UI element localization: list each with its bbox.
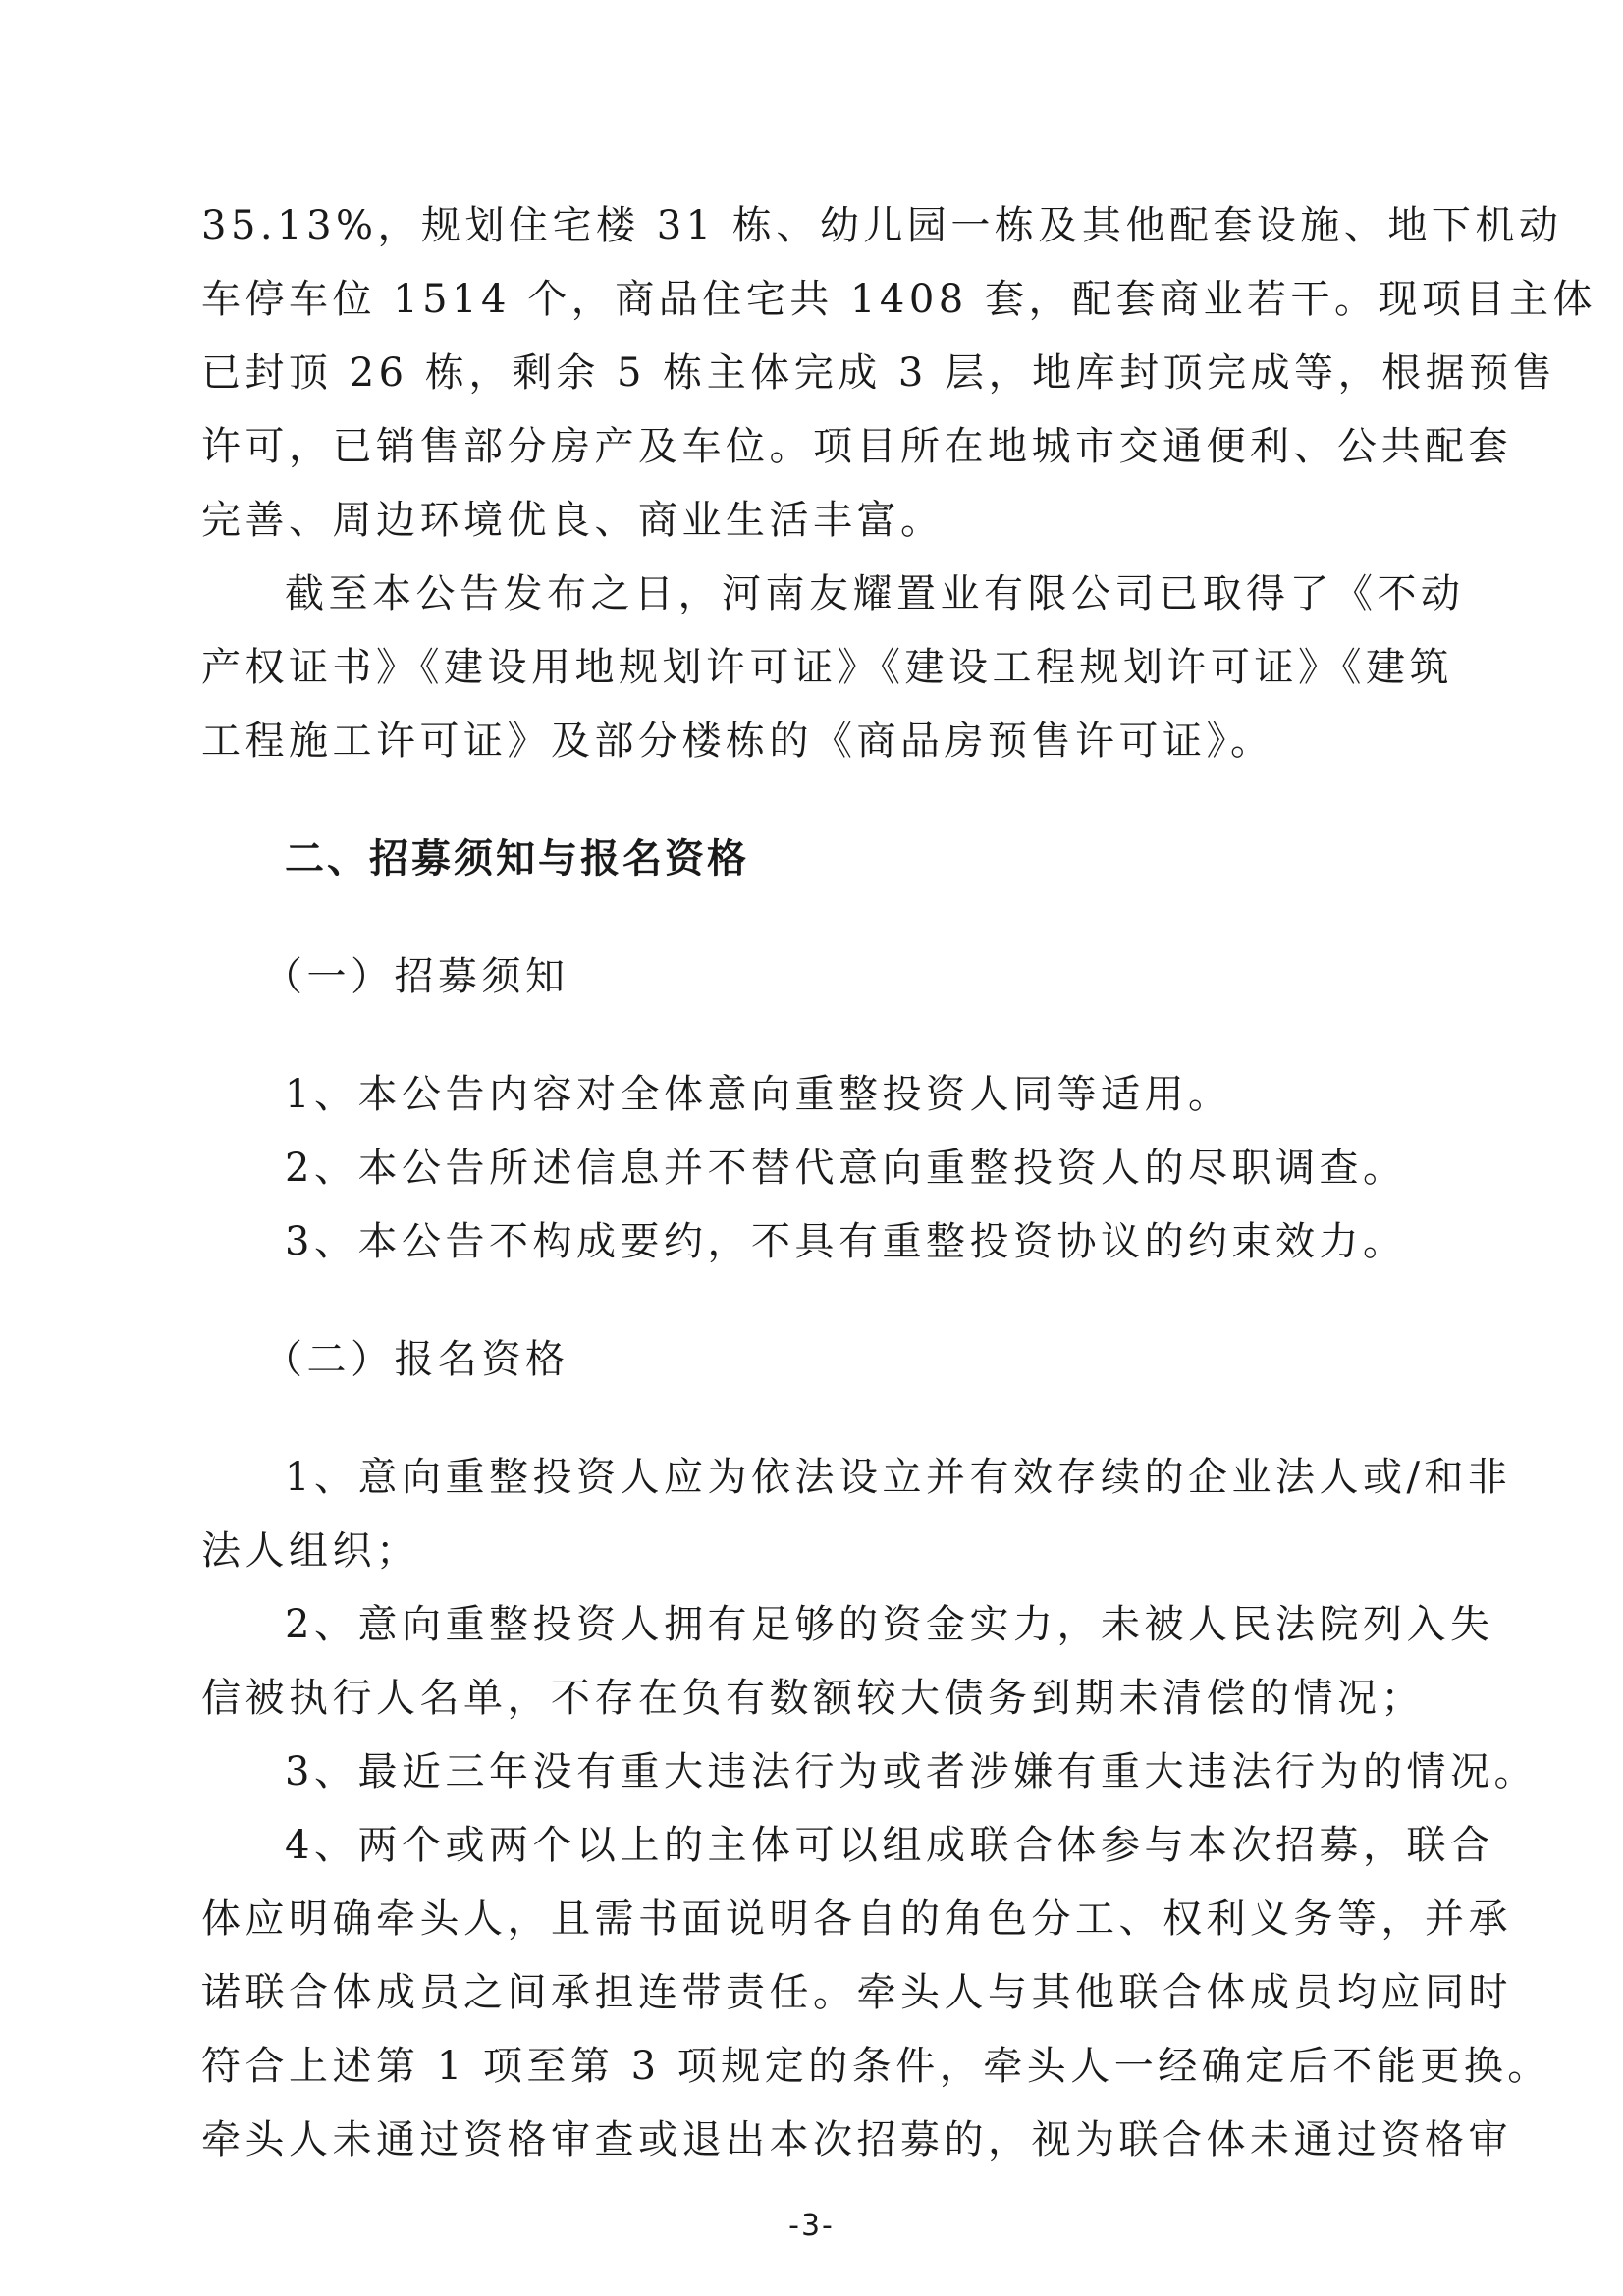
qualification-4-line-5: 牵头人未通过资格审查或退出本次招募的，视为联合体未通过资格审 — [201, 2117, 1512, 2163]
intro-line-1: 35.13%，规划住宅楼 31 栋、幼儿园一栋及其他配套设施、地下机动 — [201, 203, 1563, 248]
qualification-3-line-1: 3、最近三年没有重大违法行为或者涉嫌有重大违法行为的情况。 — [285, 1749, 1538, 1794]
subsection-1-heading: （一）招募须知 — [263, 954, 569, 999]
qualification-2-line-1: 2、意向重整投资人拥有足够的资金实力，未被人民法院列入失 — [285, 1602, 1494, 1647]
qualification-4-line-4: 符合上述第 1 项至第 3 项规定的条件，牵头人一经确定后不能更换。 — [201, 2044, 1551, 2089]
qualification-1-line-2: 法人组织； — [201, 1528, 420, 1574]
intro-line-2: 车停车位 1514 个，商品住宅共 1408 套，配套商业若干。现项目主体 — [201, 277, 1596, 322]
notice-item-3: 3、本公告不构成要约，不具有重整投资协议的约束效力。 — [285, 1219, 1407, 1264]
qualification-1-line-1: 1、意向重整投资人应为依法设立并有效存续的企业法人或/和非 — [285, 1455, 1512, 1500]
page-number: -3- — [788, 2209, 835, 2243]
subsection-2-heading: （二）报名资格 — [263, 1337, 569, 1382]
qualification-4-line-2: 体应明确牵头人，且需书面说明各自的角色分工、权利义务等，并承 — [201, 1896, 1512, 1942]
section-2-heading: 二、招募须知与报名资格 — [285, 836, 749, 881]
qualification-4-line-3: 诺联合体成员之间承担连带责任。牵头人与其他联合体成员均应同时 — [201, 1970, 1512, 2015]
certificates-line-3: 工程施工许可证》及部分楼栋的《商品房预售许可证》。 — [201, 719, 1274, 764]
qualification-4-line-1: 4、两个或两个以上的主体可以组成联合体参与本次招募，联合 — [285, 1823, 1494, 1868]
notice-item-1: 1、本公告内容对全体意向重整投资人同等适用。 — [285, 1072, 1232, 1117]
intro-line-3: 已封顶 26 栋，剩余 5 栋主体完成 3 层，地库封顶完成等，根据预售 — [201, 350, 1557, 396]
certificates-line-2: 产权证书》《建设用地规划许可证》《建设工程规划许可证》《建筑 — [201, 645, 1453, 690]
notice-item-2: 2、本公告所述信息并不替代意向重整投资人的尽职调查。 — [285, 1146, 1407, 1191]
intro-line-5: 完善、周边环境优良、商业生活丰富。 — [201, 498, 945, 543]
intro-line-4: 许可，已销售部分房产及车位。项目所在地城市交通便利、公共配套 — [201, 424, 1512, 469]
certificates-line-1: 截至本公告发布之日，河南友耀置业有限公司已取得了《不动 — [285, 571, 1465, 616]
qualification-2-line-2: 信被执行人名单，不存在负有数额较大债务到期未清偿的情况； — [201, 1676, 1425, 1721]
